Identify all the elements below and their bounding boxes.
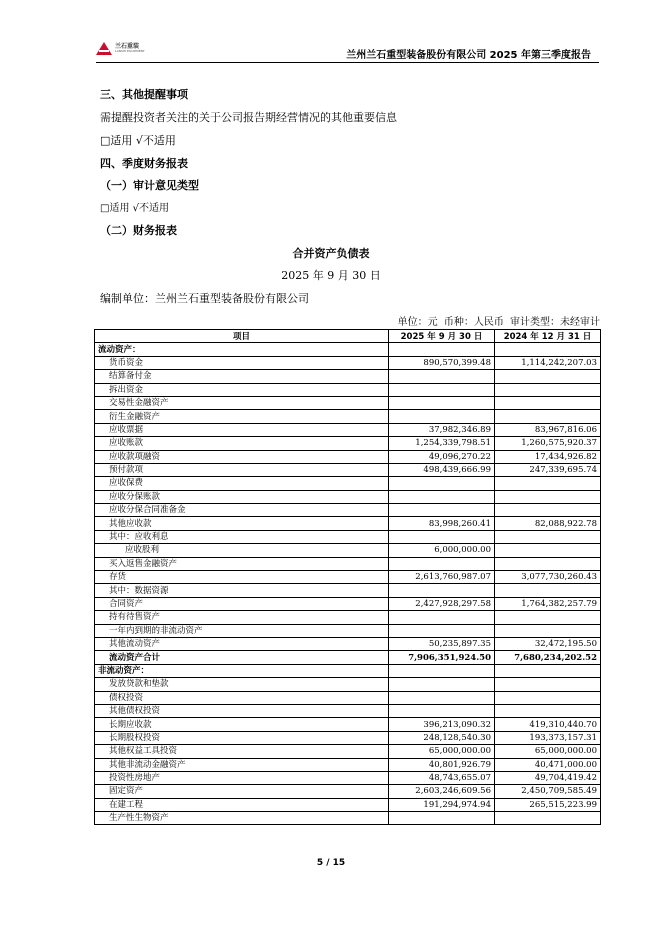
row-label: 流动资产合计: [95, 651, 389, 664]
table-row: [95, 383, 601, 396]
row-label: 流动资产：: [95, 343, 389, 356]
value-current: [389, 530, 495, 543]
row-label: 结算备付金: [95, 370, 389, 383]
value-prior: 247,339,695.74: [495, 463, 601, 476]
table-row: [95, 504, 601, 517]
section-4-1-title: （一）审计意见类型: [100, 179, 199, 192]
value-current: [389, 504, 495, 517]
value-prior: [495, 343, 601, 356]
value-current: [389, 704, 495, 717]
row-label: 长期股权投资: [95, 731, 389, 744]
statement-date: 2025 年 9 月 30 日: [281, 269, 381, 282]
value-current: [389, 383, 495, 396]
table-row: [95, 437, 601, 450]
value-prior: 82,088,922.78: [495, 517, 601, 530]
value-prior: [495, 370, 601, 383]
row-label: 其他权益工具投资: [95, 745, 389, 758]
row-label: 一年内到期的非流动资产: [95, 624, 389, 637]
value-current: 248,128,540.30: [389, 731, 495, 744]
row-label: 预付款项: [95, 463, 389, 476]
table-row: [95, 731, 601, 744]
table-row: [95, 517, 601, 530]
value-current: [389, 678, 495, 691]
table-row: [95, 544, 601, 557]
value-prior: [495, 812, 601, 825]
row-label: 买入返售金融资产: [95, 557, 389, 570]
table-row: [95, 571, 601, 584]
table-header-row: [95, 330, 601, 343]
statement-preparer: 编制单位：兰州兰石重型装备股份有限公司: [100, 292, 309, 305]
row-label: 拆出资金: [95, 383, 389, 396]
value-prior: 193,373,157.31: [495, 731, 601, 744]
table-row: [95, 463, 601, 476]
value-current: 7,906,351,924.50: [389, 651, 495, 664]
row-label: 其他流动资产: [95, 637, 389, 650]
row-label: 在建工程: [95, 798, 389, 811]
row-label: 债权投资: [95, 691, 389, 704]
page-header: [96, 40, 599, 63]
value-current: 498,439,666.99: [389, 463, 495, 476]
value-prior: [495, 557, 601, 570]
value-current: [389, 370, 495, 383]
value-current: 890,570,399.48: [389, 356, 495, 369]
col-header-current: 2025 年 9 月 30 日: [389, 330, 495, 343]
value-prior: [495, 678, 601, 691]
row-label: 生产性生物资产: [95, 812, 389, 825]
section-3-title: 三、其他提醒事项: [100, 88, 188, 101]
table-row: [95, 356, 601, 369]
row-label: 应收股利: [95, 544, 389, 557]
section-4-1-checkbox: □适用 √不适用: [100, 203, 169, 214]
row-label: 其中：应收利息: [95, 530, 389, 543]
value-current: 49,096,270.22: [389, 450, 495, 463]
value-prior: [495, 410, 601, 423]
table-row: [95, 745, 601, 758]
table-row: [95, 423, 601, 436]
value-prior: 1,764,382,257.79: [495, 597, 601, 610]
table-row: [95, 477, 601, 490]
table-row: [95, 718, 601, 731]
table-row: [95, 410, 601, 423]
value-current: [389, 624, 495, 637]
table-row: [95, 343, 601, 356]
row-label: 持有待售资产: [95, 611, 389, 624]
value-current: [389, 396, 495, 409]
value-current: 2,613,760,987.07: [389, 571, 495, 584]
value-current: 6,000,000.00: [389, 544, 495, 557]
table-row: [95, 611, 601, 624]
table-row: [95, 798, 601, 811]
row-label: 合同资产: [95, 597, 389, 610]
value-prior: [495, 584, 601, 597]
value-prior: 419,310,440.70: [495, 718, 601, 731]
row-label: 存货: [95, 571, 389, 584]
table-row: [95, 785, 601, 798]
value-prior: [495, 383, 601, 396]
value-current: 40,801,926.79: [389, 758, 495, 771]
row-label: 应收保费: [95, 477, 389, 490]
row-label: 货币资金: [95, 356, 389, 369]
row-label: 应收账款: [95, 437, 389, 450]
section-4-2-title: （二）财务报表: [100, 224, 177, 237]
row-label: 其他债权投资: [95, 704, 389, 717]
value-current: 2,427,928,297.58: [389, 597, 495, 610]
table-row: [95, 370, 601, 383]
balance-sheet-table: [94, 329, 601, 825]
company-logo: [96, 42, 145, 55]
row-label: 其他应收款: [95, 517, 389, 530]
page-number: 5 / 15: [316, 858, 346, 868]
value-current: [389, 557, 495, 570]
row-label: 其中：数据资源: [95, 584, 389, 597]
value-current: 2,603,246,609.56: [389, 785, 495, 798]
row-label: 衍生金融资产: [95, 410, 389, 423]
table-row: [95, 450, 601, 463]
col-header-prior: 2024 年 12 月 31 日: [495, 330, 601, 343]
value-prior: 17,434,926.82: [495, 450, 601, 463]
table-row: [95, 396, 601, 409]
table-row: [95, 624, 601, 637]
table-row: [95, 691, 601, 704]
table-row: [95, 664, 601, 677]
value-prior: 265,515,223.99: [495, 798, 601, 811]
row-label: 应收分保合同准备金: [95, 504, 389, 517]
table-row: [95, 704, 601, 717]
value-prior: [495, 530, 601, 543]
value-prior: 7,680,234,202.52: [495, 651, 601, 664]
table-row: [95, 651, 601, 664]
value-prior: [495, 396, 601, 409]
value-current: 37,982,346.89: [389, 423, 495, 436]
value-prior: [495, 490, 601, 503]
table-row: [95, 597, 601, 610]
value-current: 65,000,000.00: [389, 745, 495, 758]
value-prior: 83,967,816.06: [495, 423, 601, 436]
value-current: [389, 410, 495, 423]
row-label: 长期应收款: [95, 718, 389, 731]
table-row: [95, 584, 601, 597]
value-current: 1,254,339,798.51: [389, 437, 495, 450]
value-current: [389, 477, 495, 490]
value-current: 191,294,974.94: [389, 798, 495, 811]
table-row: [95, 557, 601, 570]
value-prior: [495, 664, 601, 677]
value-prior: 65,000,000.00: [495, 745, 601, 758]
logo-cn-text: 兰石重装: [115, 43, 140, 50]
value-current: 396,213,090.32: [389, 718, 495, 731]
statement-units: 单位：元 币种：人民币 审计类型：未经审计: [397, 317, 600, 328]
value-current: 48,743,655.07: [389, 771, 495, 784]
row-label: 固定资产: [95, 785, 389, 798]
row-label: 发放贷款和垫款: [95, 678, 389, 691]
section-4-title: 四、季度财务报表: [100, 157, 188, 170]
value-prior: 1,260,575,920.37: [495, 437, 601, 450]
value-prior: [495, 504, 601, 517]
value-prior: 32,472,195.50: [495, 637, 601, 650]
value-current: [389, 812, 495, 825]
table-body: [95, 343, 601, 825]
section-3-checkbox: □适用 √不适用: [100, 134, 176, 147]
value-prior: [495, 624, 601, 637]
value-current: [389, 611, 495, 624]
table-row: [95, 758, 601, 771]
col-header-item: 项目: [95, 330, 389, 343]
header-title: 兰州兰石重型装备股份有限公司 2025 年第三季度报告: [346, 50, 591, 61]
row-label: 其他非流动金融资产: [95, 758, 389, 771]
value-prior: 3,077,730,260.43: [495, 571, 601, 584]
logo-mark-icon: [96, 42, 112, 55]
logo-en-text: LANSHI EQUIPMENT: [115, 49, 145, 53]
row-label: 非流动资产：: [95, 664, 389, 677]
row-label: 应收款项融资: [95, 450, 389, 463]
value-prior: 40,471,000.00: [495, 758, 601, 771]
table-row: [95, 637, 601, 650]
row-label: 投资性房地产: [95, 771, 389, 784]
row-label: 应收票据: [95, 423, 389, 436]
value-prior: [495, 477, 601, 490]
table-row: [95, 678, 601, 691]
value-prior: [495, 704, 601, 717]
value-prior: 2,450,709,585.49: [495, 785, 601, 798]
value-current: [389, 490, 495, 503]
section-3-text: 需提醒投资者关注的关于公司报告期经营情况的其他重要信息: [100, 111, 397, 124]
value-prior: [495, 691, 601, 704]
value-current: 50,235,897.35: [389, 637, 495, 650]
table-row: [95, 490, 601, 503]
value-current: [389, 691, 495, 704]
row-label: 交易性金融资产: [95, 396, 389, 409]
table-row: [95, 530, 601, 543]
value-current: 83,998,260.41: [389, 517, 495, 530]
value-current: [389, 664, 495, 677]
row-label: 应收分保账款: [95, 490, 389, 503]
value-prior: 49,704,419.42: [495, 771, 601, 784]
value-prior: 1,114,242,207.03: [495, 356, 601, 369]
value-current: [389, 584, 495, 597]
value-current: [389, 343, 495, 356]
table-row: [95, 812, 601, 825]
table-row: [95, 771, 601, 784]
value-prior: [495, 611, 601, 624]
statement-title: 合并资产负债表: [292, 247, 370, 260]
value-prior: [495, 544, 601, 557]
